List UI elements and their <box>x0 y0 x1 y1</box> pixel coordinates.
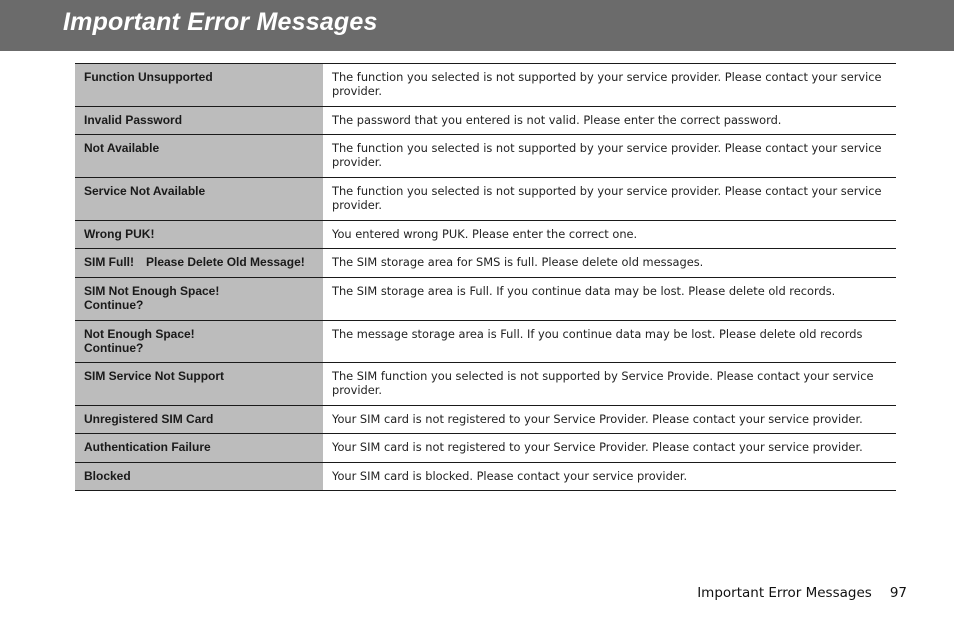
error-name: SIM Service Not Support <box>75 363 323 406</box>
error-name: Not Enough Space! Continue? <box>75 321 323 363</box>
error-description: The function you selected is not supported by your service provider. Please contact your service provider. <box>323 178 896 221</box>
error-messages-body <box>75 64 896 491</box>
error-name: SIM Not Enough Space! Continue? <box>75 278 323 321</box>
error-name: Unregistered SIM Card <box>75 406 323 434</box>
error-name: Invalid Password <box>75 107 323 135</box>
error-description: The SIM function you selected is not supported by Service Provide. Please contact your service provider. <box>323 363 896 406</box>
error-name: Blocked <box>75 463 323 491</box>
error-description: The function you selected is not supported by your service provider. Please contact your service provider. <box>323 135 896 178</box>
error-name: Service Not Available <box>75 178 323 221</box>
error-description: The message storage area is Full. If you continue data may be lost. Please delete old records <box>323 321 896 363</box>
error-description: The SIM storage area for SMS is full. Please delete old messages. <box>323 249 896 278</box>
error-description: The function you selected is not supported by your service provider. Please contact your service provider. <box>323 64 896 107</box>
error-description: The password that you entered is not valid. Please enter the correct password. <box>323 107 896 135</box>
footer-section-title: Important Error Messages <box>697 585 872 601</box>
table-row <box>75 406 896 434</box>
error-name: Function Unsupported <box>75 64 323 107</box>
error-description: Your SIM card is blocked. Please contact your service provider. <box>323 463 896 491</box>
page-number: 97 <box>889 585 907 601</box>
error-description: You entered wrong PUK. Please enter the correct one. <box>323 221 896 249</box>
header-bar <box>0 0 954 51</box>
page-title: Important Error Messages <box>63 8 378 36</box>
table-row <box>75 363 896 406</box>
error-name: Authentication Failure <box>75 434 323 463</box>
table-row <box>75 135 896 178</box>
error-description: Your SIM card is not registered to your Service Provider. Please contact your service provider. <box>323 406 896 434</box>
table-row <box>75 107 896 135</box>
error-name: SIM Full! Please Delete Old Message! <box>75 249 323 278</box>
page-footer <box>697 585 907 601</box>
table-row <box>75 64 896 107</box>
table-row <box>75 178 896 221</box>
error-messages-table <box>75 63 896 491</box>
table-row <box>75 321 896 363</box>
table-row <box>75 278 896 321</box>
table-row <box>75 463 896 491</box>
error-description: Your SIM card is not registered to your Service Provider. Please contact your service provider. <box>323 434 896 463</box>
error-name: Not Available <box>75 135 323 178</box>
error-name: Wrong PUK! <box>75 221 323 249</box>
table-row <box>75 434 896 463</box>
table-row <box>75 221 896 249</box>
table-row <box>75 249 896 278</box>
error-description: The SIM storage area is Full. If you continue data may be lost. Please delete old records. <box>323 278 896 321</box>
